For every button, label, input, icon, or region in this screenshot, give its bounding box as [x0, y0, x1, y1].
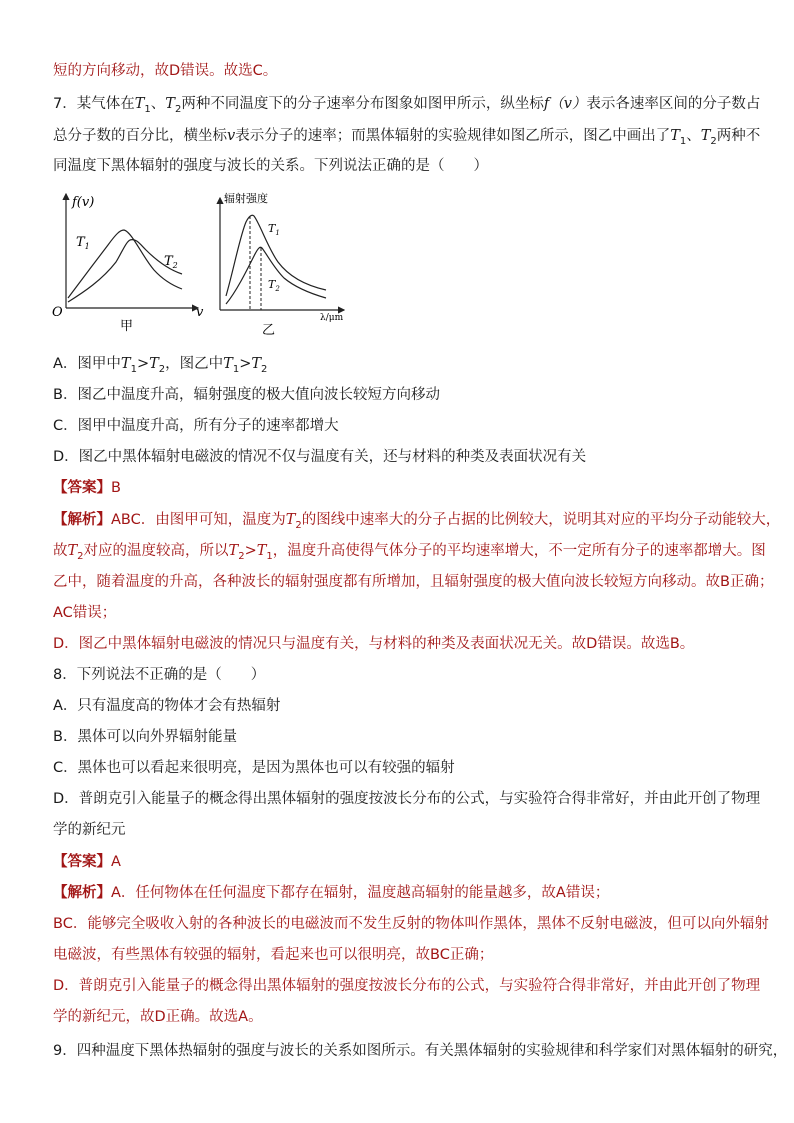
q7-analysis-line-2: 故$T_2$对应的温度较高，所以$T_2>T_1$，温度升高使得气体分子的平均速率增大，不一定所有分子的速率都增大。图	[53, 543, 766, 562]
yi-x-label: λ/μm	[320, 313, 344, 323]
jia-x-label: v	[196, 305, 204, 320]
yi-curve-t2-label: $T_2$	[268, 278, 280, 293]
q8-analysis-line-4: D．普朗克引入能量子的概念得出黑体辐射的强度按波长分布的公式，与实验符合得非常好，并由此开创了物理	[53, 978, 761, 994]
q8-option-c: C．黑体也可以看起来很明亮，是因为黑体也可以有较强的辐射	[53, 760, 455, 776]
q7-option-d: D．图乙中黑体辐射电磁波的情况不仅与温度有关，还与材料的种类及表面状况有关	[53, 449, 587, 465]
yi-y-label: 辐射强度	[224, 192, 268, 205]
q7-option-b: B．图乙中温度升高，辐射强度的极大值向波长较短方向移动	[53, 387, 440, 403]
figure-yi	[212, 188, 362, 338]
q7-answer: 【答案】B	[53, 480, 121, 496]
q7-option-a: A．图甲中$T_1>T_2$，图乙中$T_1>T_2$	[53, 356, 268, 375]
q7-option-c: C．图甲中温度升高，所有分子的速率都增大	[53, 418, 339, 434]
figure-jia	[50, 190, 210, 335]
yi-curve-t2	[226, 247, 326, 304]
q8-analysis-line-3: 电磁波，有些黑体有较强的辐射，看起来也可以很明亮，故BC正确；	[53, 947, 494, 963]
q7-analysis-line-3: 乙中，随着温度的升高，各种波长的辐射强度都有所增加，且辐射强度的极大值向波长较短方向移动。故B正确；	[53, 574, 774, 590]
jia-curve-t1-label: $T_1$	[76, 235, 90, 251]
q8-stem: 8．下列说法不正确的是（ ）	[53, 667, 266, 683]
q7-analysis-line-5: D．图乙中黑体辐射电磁波的情况只与温度有关，与材料的种类及表面状况无关。故D错误。故选B。	[53, 636, 695, 652]
yi-curve-t1	[226, 215, 326, 296]
q8-answer: 【答案】A	[53, 854, 121, 870]
q8-analysis-line-1: 【解析】A．任何物体在任何温度下都存在辐射，温度越高辐射的能量越多，故A错误；	[53, 885, 610, 901]
q7-analysis-line-4: AC错误；	[53, 605, 117, 621]
yi-caption: 乙	[262, 323, 276, 338]
jia-y-label: f(v)	[72, 195, 95, 210]
yi-curve-t1-label: $T_1$	[268, 222, 280, 237]
q9-stem: 9．四种温度下黑体热辐射的强度与波长的关系如图所示。有关黑体辐射的实验规律和科学家们对黑体辐射的研究，	[53, 1043, 788, 1059]
q7-analysis-line-1: 【解析】ABC．由图甲可知，温度为$T_2$的图线中速率大的分子占据的比例较大，说明其对应的平均分子动能较大，	[53, 512, 781, 531]
previous-analysis-tail: 短的方向移动，故D错误。故选C。	[53, 63, 278, 79]
jia-caption: 甲	[120, 319, 134, 334]
q8-option-a: A．只有温度高的物体才会有热辐射	[53, 698, 281, 714]
q7-stem-line-3: 同温度下黑体辐射的强度与波长的关系。下列说法正确的是（ ）	[53, 158, 488, 174]
q8-option-d-line-2: 学的新纪元	[53, 822, 126, 838]
q8-analysis-line-5: 学的新纪元，故D正确。故选A。	[53, 1009, 263, 1025]
q8-option-d-line-1: D．普朗克引入能量子的概念得出黑体辐射的强度按波长分布的公式，与实验符合得非常好，并由此开创了物理	[53, 791, 761, 807]
jia-curve-t2-label: $T_2$	[164, 254, 178, 270]
q8-option-b: B．黑体可以向外界辐射能量	[53, 729, 237, 745]
q8-analysis-line-2: BC．能够完全吸收入射的各种波长的电磁波而不发生反射的物体叫作黑体，黑体不反射电磁波，但可以向外辐射	[53, 916, 769, 932]
q7-stem-line-1: 7．某气体在$T_1$、$T_2$两种不同温度下的分子速率分布图象如图甲所示，纵坐标f（v）表示各速率区间的分子数占	[53, 96, 761, 115]
jia-origin: O	[52, 305, 63, 320]
q7-stem-line-2: 总分子数的百分比，横坐标v表示分子的速率；而黑体辐射的实验规律如图乙所示，图乙中画出了$T_1$、$T_2$两种不	[53, 128, 761, 147]
